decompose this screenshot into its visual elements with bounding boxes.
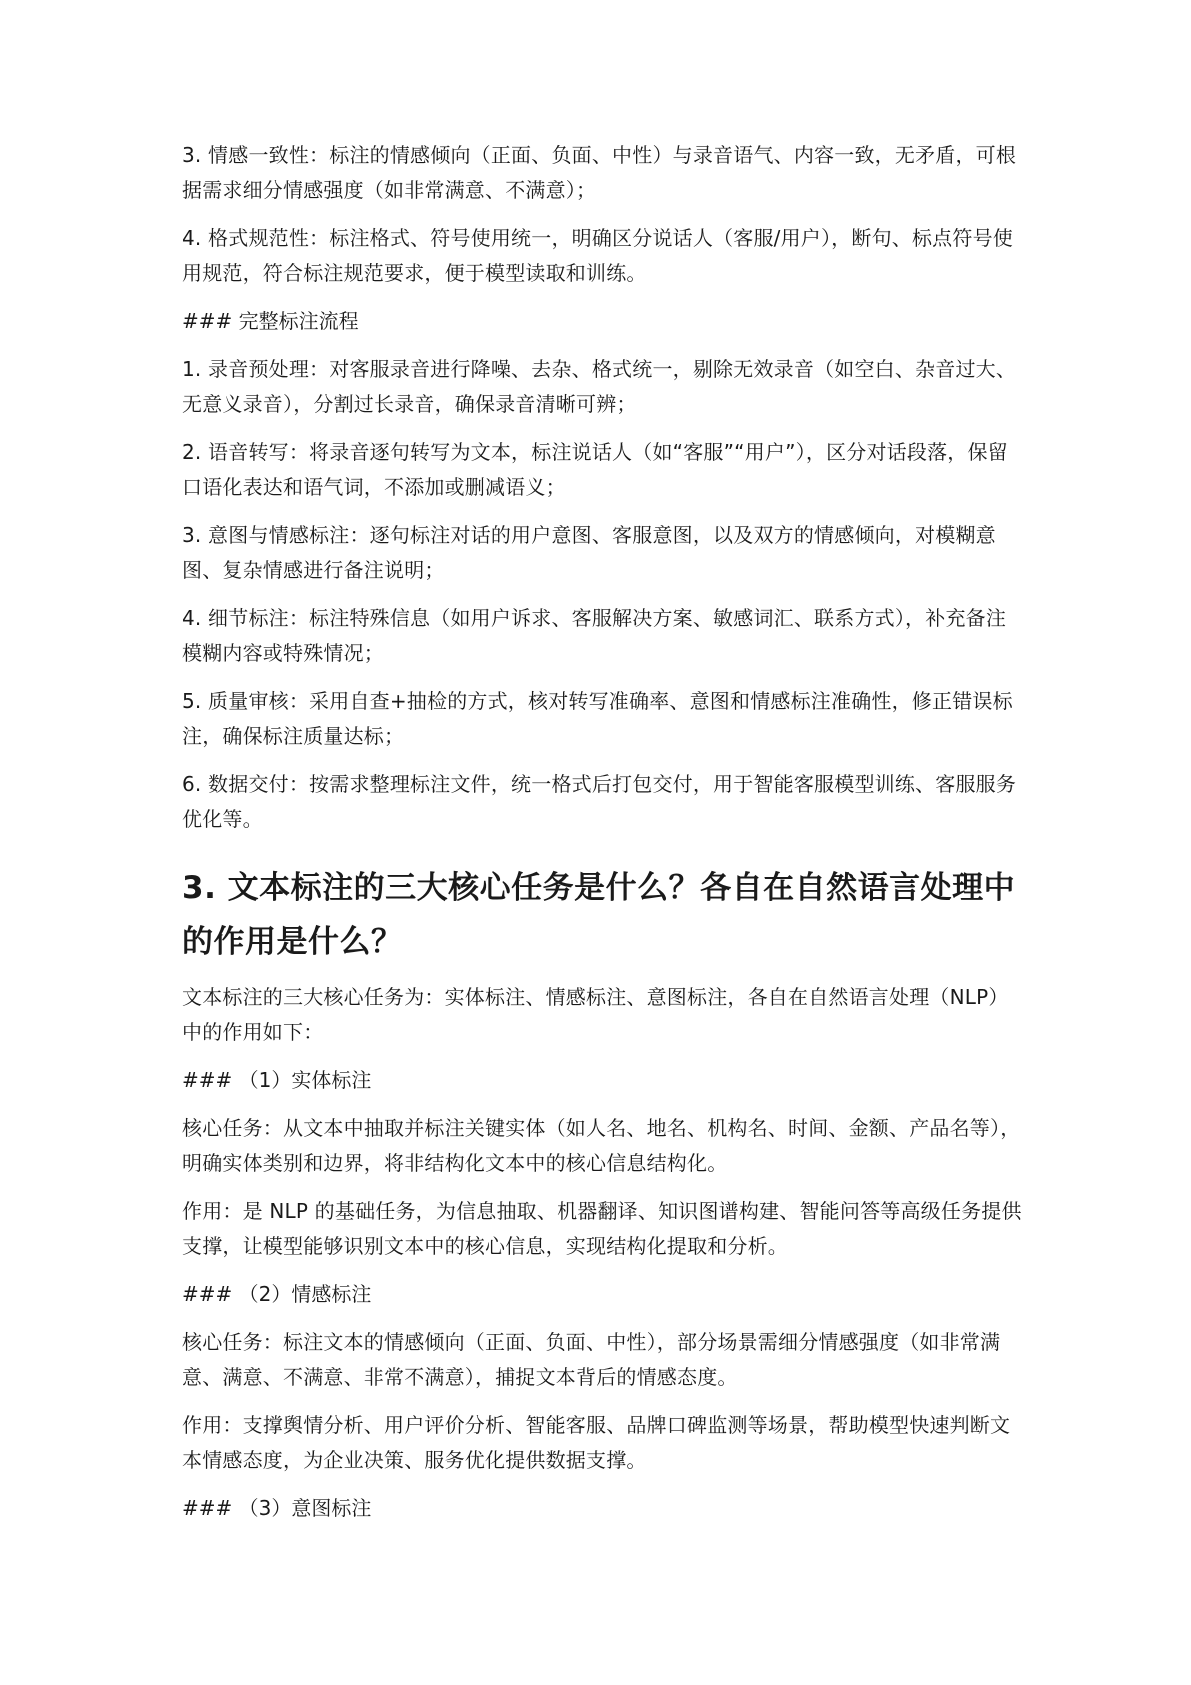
para-format-standard: 4. 格式规范性：标注格式、符号使用统一，明确区分说话人（客服/用户），断句、标点符号使用规范，符合标注规范要求，便于模型读取和训练。 [182, 226, 1013, 285]
subheading-sentiment: ### （2）情感标注 [182, 1282, 372, 1306]
subheading-intent: ### （3）意图标注 [182, 1496, 372, 1520]
para-step-transcribe: 2. 语音转写：将录音逐句转写为文本，标注说话人（如“客服”“用户”），区分对话段落，保留口语化表达和语气词，不添加或删减语义； [182, 440, 1008, 499]
subheading-full-process: ### 完整标注流程 [182, 309, 359, 333]
section-title-text-annotation: 3. 文本标注的三大核心任务是什么？各自在自然语言处理中的作用是什么？ [182, 870, 1016, 960]
subheading-entity: ### （1）实体标注 [182, 1068, 372, 1092]
para-sentiment-task: 核心任务：标注文本的情感倾向（正面、负面、中性），部分场景需细分情感强度（如非常满意、满意、不满意、非常不满意），捕捉文本背后的情感态度。 [182, 1330, 1001, 1389]
document-page [182, 138, 1022, 1539]
para-entity-task: 核心任务：从文本中抽取并标注关键实体（如人名、地名、机构名、时间、金额、产品名等），明确实体类别和边界，将非结构化文本中的核心信息结构化。 [182, 1116, 1021, 1175]
para-sentiment-role: 作用：支撑舆情分析、用户评价分析、智能客服、品牌口碑监测等场景，帮助模型快速判断文本情感态度，为企业决策、服务优化提供数据支撑。 [182, 1413, 1011, 1472]
para-step-preprocess: 1. 录音预处理：对客服录音进行降噪、去杂、格式统一，剔除无效录音（如空白、杂音过大、无意义录音），分割过长录音，确保录音清晰可辨； [182, 357, 1017, 416]
para-step-detail: 4. 细节标注：标注特殊信息（如用户诉求、客服解决方案、敏感词汇、联系方式），补充备注模糊内容或特殊情况； [182, 606, 1007, 665]
para-step-delivery: 6. 数据交付：按需求整理标注文件，统一格式后打包交付，用于智能客服模型训练、客服服务优化等。 [182, 772, 1017, 831]
para-sentiment-consistency: 3. 情感一致性：标注的情感倾向（正面、负面、中性）与录音语气、内容一致，无矛盾，可根据需求细分情感强度（如非常满意、不满意）； [182, 143, 1017, 202]
para-intro-three-tasks: 文本标注的三大核心任务为：实体标注、情感标注、意图标注，各自在自然语言处理（NLP）中的作用如下： [182, 985, 1009, 1044]
para-step-quality: 5. 质量审核：采用自查+抽检的方式，核对转写准确率、意图和情感标注准确性，修正错误标注，确保标注质量达标； [182, 689, 1013, 748]
para-entity-role: 作用：是 NLP 的基础任务，为信息抽取、机器翻译、知识图谱构建、智能问答等高级任务提供支撑，让模型能够识别文本中的核心信息，实现结构化提取和分析。 [182, 1199, 1022, 1258]
para-step-intent-sentiment: 3. 意图与情感标注：逐句标注对话的用户意图、客服意图，以及双方的情感倾向，对模糊意图、复杂情感进行备注说明； [182, 523, 996, 582]
